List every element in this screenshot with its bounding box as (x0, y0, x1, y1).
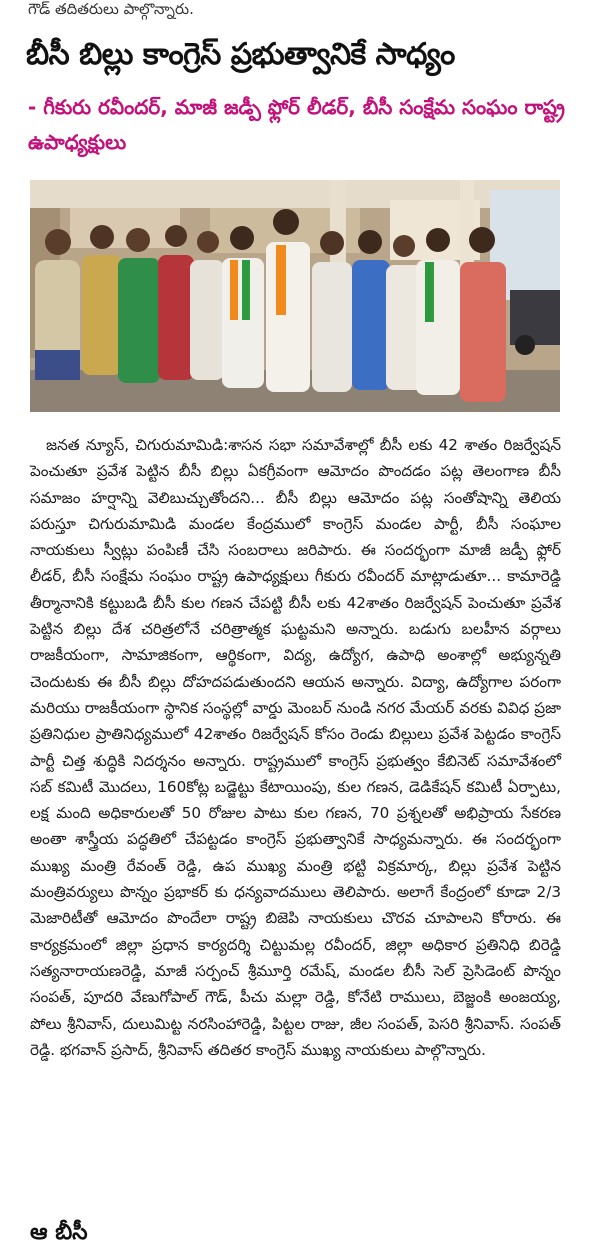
subheadline: - గీకురు రవీందర్, మాజీ జడ్పీ ఫ్లోర్ లీడర్, బీసీ సంక్షేమ సంఘం రాష్ట్ర ఉపాధ్యక్షులు (28, 95, 565, 154)
previous-article-tail: గౌడ్ తదితరులు పాల్గొన్నారు. (28, 0, 194, 18)
next-article-headline-text: ఆ బీసీ (30, 1220, 88, 1245)
article-photo (30, 180, 560, 412)
article-body: జనత న్యూస్, చిగురుమామిడి:శాసన సభా సమావేశాల్లో బీసీ లకు 42 శాతం రిజర్వేషన్ పెంచుతూ ప్రవేశ పెట్టిన బీసీ బిల్లు ఏకగ్రీవంగా ఆమోదం పొందడం పట్ల తెలంగాణ బీసీ సమాజం హర్షాన్ని వెలిబుచ్చుతోందని... బీసీ బిల్లు ఆమోదం పట్ల సంతోషాన్ని తెలియ పరుస్తూ చిగురుమామిడి మండల కేంద్రములో కాంగ్రెస్ మండల పార్టీ, బీసీ సంఘాల నాయకులు స్వీట్లు పంపిణీ చేసి సంబరాలు జరిపారు. ఈ సందర్భంగా మాజీ జడ్పీ ఫ్లోర్ లీడర్, బీసీ సంక్షేమ సంఘం రాష్ట్ర ఉపాధ్యక్షులు గీకురు రవీందర్ మాట్లాడుతూ... కామారెడ్డి తీర్మానానికి కట్టుబడి బీసీ కుల గణన చేపట్టి బీసీ లకు 42శాతం రిజర్వేషన్ పెంచుతూ ప్రవేశ పెట్టిన బిల్లు దేశ చరిత్రలోనే చరిత్రాత్మక ఘట్టమని అన్నారు. బడుగు బలహీన వర్గాలు రాజకీయంగా, సామాజికంగా, ఆర్థికంగా, విద్య, ఉద్యోగ, ఉపాధి అంశాల్లో అభ్యున్నతి చెందుటకు ఈ బీసీ బిల్లు దోహదపడుతుందని ఆయన అన్నారు. విద్యా, ఉద్యోగాల పరంగా మరియు రాజకీయంగా స్థానిక సంస్థల్లో వార్డు మెంబర్ నుండి నగర మేయర్ వరకు వివిధ ప్రజా ప్రతినిధుల ప్రాతినిధ్యములో 42శాతం రిజర్వేషన్ కోసం రెండు బిల్లులు ప్రవేశ పెట్టడం కాంగ్రెస్ పార్టీ చిత్త శుద్ధికి నిదర్శనం అన్నారు. రాష్ట్రములో కాంగ్రెస్ ప్రభుత్వం కేబినెట్ సమావేశంలో సబ్ కమిటీ మొదలు, 160కోట్ల బడ్జెట్టు కేటాయింపు, కుల గణన, డెడికేషన్ కమిటీ ఏర్పాటు, లక్ష మంది అధికారులతో 50 రోజుల పాటు కుల గణన, 70 ప్రశ్నలతో అభిప్రాయ సేకరణ అంతా శాస్త్రీయ పద్ధతిలో చేపట్టడం కాంగ్రెస్ ప్రభుత్వానికే సాధ్యమన్నారు. ఈ సందర్భంగా ముఖ్య మంత్రి రేవంత్ రెడ్డి, ఉప ముఖ్య మంత్రి భట్టి విక్రమార్క, బిల్లు ప్రవేశ పెట్టిన మంత్రివర్యులు పొన్నం ప్రభాకర్ కు ధన్యవాదములు తెలిపారు. అలాగే కేంద్రంలో కూడా 2/3 మెజారిటీతో ఆమోదం పొందేలా రాష్ట్ర బిజెపి నాయకులు చొరవ చూపాలని కోరారు. ఈ కార్యక్రమంలో జిల్లా ప్రధాన కార్యదర్శి చిట్టుమల్ల రవీందర్, జిల్లా అధికార ప్రతినిధి బిరెడ్డి సత్యనారాయణరెడ్డి, మాజీ సర్పంచ్ శ్రీమూర్తి రమేష్, మండల బీసీ సెల్ ప్రెసిడెంట్ పొన్నం సంపత్, పూదరి వేణుగోపాల్ గౌడ్, పీచు మల్లా రెడ్డి, కోనేటి రాములు, బెజ్జంకి అంజయ్య, పోలు శ్రీనివాస్, దులుమిట్ట నరసింహారెడ్డి, పిట్టల రాజు, జీల సంపత్, పెసరి శ్రీనివాస్. సంపత్ రెడ్డి. భగవాన్ ప్రసాద్, శ్రీనివాస్ తదితర కాంగ్రెస్ ముఖ్య నాయకులు పాల్గొన్నారు. (30, 436, 561, 1059)
headline: బీసీ బిల్లు కాంగ్రెస్ ప్రభుత్వానికే సాధ్యం (26, 37, 455, 72)
next-article-headline (30, 1216, 330, 1245)
